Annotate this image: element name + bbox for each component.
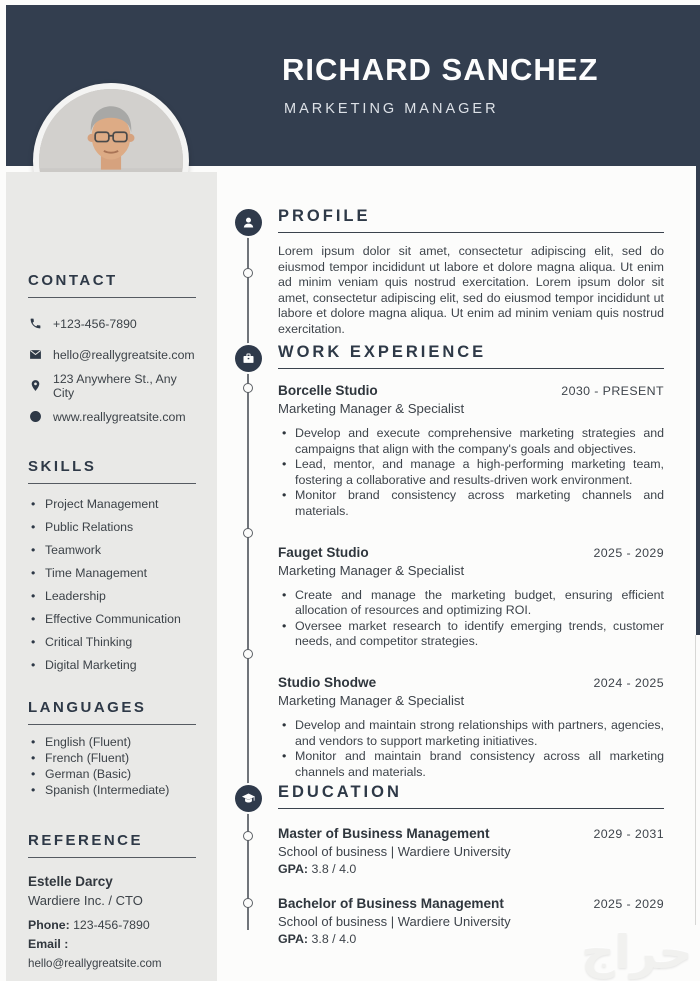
skill-item: • Time Management [28,562,196,585]
job-company: Fauget Studio [278,544,369,560]
phone-icon [28,317,42,331]
education-rule [278,808,664,809]
job-bullet: • Lead, mentor, and manage a high-performing marketing team, fostering a collaborative and results-driven work environment. [278,457,664,488]
contact-heading: CONTACT [28,272,118,289]
education-degree: Bachelor of Business Management [278,896,504,911]
contact-website [28,401,196,432]
profile-text: Lorem ipsum dolor sit amet, consectetur adipiscing elit, sed do eiusmod tempor incididunt ut labore et dolore magna aliqua. Ut enim ad minim veniam quis nostrud exercitation. Lorem ipsum dolor sit amet, consectetur adipiscing elit, sed do eiusmod tempor incididunt ut labore et dolore magna aliqua. Ut enim ad minim veniam quis nostrud exercitation. [278,244,664,336]
contact-website-text: www.reallygreatsite.com [53,409,186,424]
language-item: • German (Basic) [28,766,196,782]
skills-heading: SKILLS [28,458,97,475]
job-bullet: • Oversee market research to identify emerging trends, customer needs, and competitor strategies. [278,619,664,650]
gpa-label: GPA: [278,932,309,946]
education-dates: 2025 - 2029 [593,897,664,911]
person-name: RICHARD SANCHEZ [282,52,599,87]
job-bullet: • Monitor brand consistency across marketing channels and materials. [278,488,664,519]
timeline-node-profile [243,268,253,278]
education-dates: 2029 - 2031 [593,827,664,841]
timeline-line [247,235,249,930]
reference-name: Estelle Darcy [28,874,113,889]
skill-item: • Critical Thinking [28,631,196,654]
briefcase-icon [241,351,256,366]
location-icon [28,379,42,393]
gpa-label: GPA: [278,862,309,876]
job-dates: 2025 - 2029 [593,545,664,560]
timeline-node-job-2 [243,528,253,538]
skill-item: • Effective Communication [28,608,196,631]
contact-phone [28,308,196,339]
language-item: • French (Fluent) [28,750,196,766]
job-role: Marketing Manager & Specialist [278,401,465,416]
education-gpa [278,861,664,877]
contact-address-text: 123 Anywhere St., Any City [53,371,177,400]
gpa-value: 3.8 / 4.0 [311,932,357,946]
globe-icon [28,410,42,424]
skill-item: • Digital Marketing [28,654,196,677]
graduation-cap-icon [241,791,256,806]
skill-item: • Leadership [28,585,196,608]
skill-item: • Public Relations [28,516,196,539]
reference-email-label: Email : [28,937,69,951]
person-icon [241,215,256,230]
languages-section [28,699,196,798]
job-bullet: • Develop and maintain strong relationships with partners, agencies, and vendors to support marketing initiatives. [278,718,664,749]
contact-section [28,272,196,432]
education-section-icon [235,785,262,812]
watermark-text: حراج [581,926,692,978]
reference-phone [28,916,196,935]
job-dates: 2024 - 2025 [593,675,664,690]
sidebar [6,172,217,981]
languages-rule [28,724,196,725]
job-bullet: • Monitor and maintain brand consistency across all marketing channels and materials. [278,749,664,780]
reference-rule [28,857,196,858]
language-item: • English (Fluent) [28,734,196,750]
work-experience-section [278,342,664,780]
right-edge-line [695,635,696,925]
job-role: Marketing Manager & Specialist [278,562,465,578]
job-role: Marketing Manager & Specialist [278,692,465,708]
reference-phone-value: 123-456-7890 [73,918,150,932]
right-edge-accent [696,5,700,635]
job-company: Borcelle Studio [278,383,378,398]
job-bullet: • Create and manage the marketing budget, ensuring efficient allocation of resources and optimizing ROI. [278,588,664,619]
languages-heading: LANGUAGES [28,699,147,716]
education-section [278,782,664,947]
education-degree: Master of Business Management [278,826,490,841]
job-entry [278,382,664,520]
contact-rule [28,297,196,298]
languages-list [28,734,196,798]
work-rule [278,368,664,369]
reference-email-value: hello@reallygreatsite.com [28,957,162,970]
timeline-node-edu-2 [243,898,253,908]
reference-role: Wardiere Inc. / CTO [28,893,143,908]
job-entry [278,674,664,780]
skill-item: • Project Management [28,493,196,516]
job-dates: 2030 - PRESENT [561,384,664,398]
profile-section-icon [235,209,262,236]
work-section-icon [235,345,262,372]
reference-heading: REFERENCE [28,832,144,849]
timeline-node-job-1 [243,383,253,393]
person-job-title: MARKETING MANAGER [284,101,499,117]
contact-phone-text: +123-456-7890 [53,316,137,331]
job-entry [278,544,664,650]
timeline-node-edu-1 [243,831,253,841]
job-bullets [278,718,664,780]
education-school: School of business | Wardiere University [278,914,511,929]
contact-email [28,339,196,370]
education-school: School of business | Wardiere University [278,844,511,859]
gpa-value: 3.8 / 4.0 [311,862,357,876]
education-heading: EDUCATION [278,783,402,801]
profile-section [278,206,664,338]
job-bullets [278,426,664,520]
reference-phone-label: Phone: [28,918,70,932]
reference-email [28,935,196,973]
timeline-node-job-3 [243,649,253,659]
contact-address [28,370,196,401]
job-company: Studio Shodwe [278,674,377,690]
language-item: • Spanish (Intermediate) [28,782,196,798]
profile-rule [278,232,664,233]
skills-rule [28,483,196,484]
work-heading: WORK EXPERIENCE [278,343,487,361]
skills-list [28,493,196,677]
job-bullet: • Develop and execute comprehensive marketing strategies and campaigns that align with the company's goals and objectives. [278,426,664,457]
education-entry [278,825,664,877]
profile-heading: PROFILE [278,207,371,225]
reference-section [28,832,196,973]
job-bullets [278,588,664,650]
email-icon [28,348,42,362]
skills-section [28,458,196,677]
skill-item: • Teamwork [28,539,196,562]
contact-email-text: hello@reallygreatsite.com [53,347,195,362]
